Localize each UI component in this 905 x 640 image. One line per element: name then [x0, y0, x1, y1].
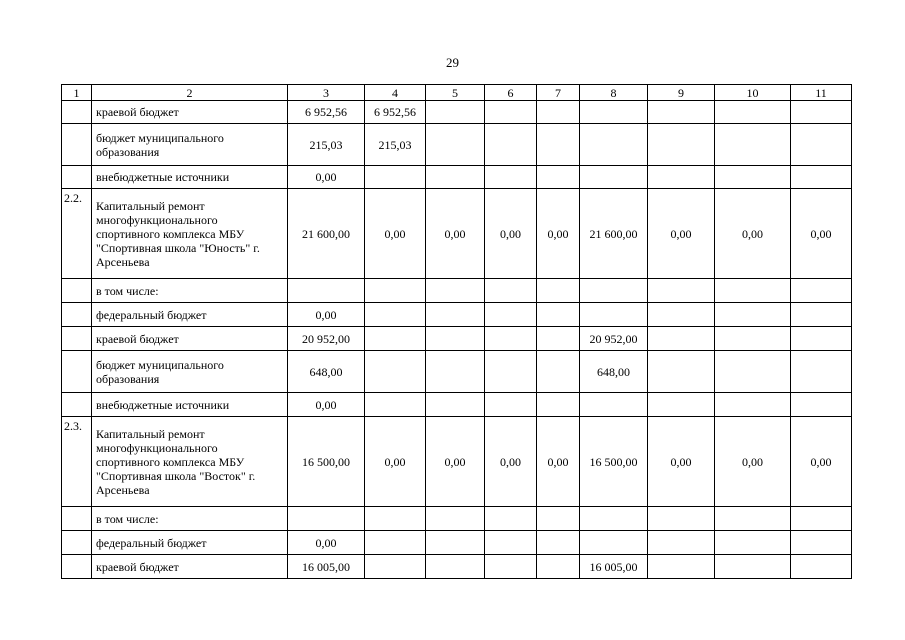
- row-label-cell: внебюджетные источники: [92, 393, 288, 417]
- row-number-cell: 2.3.: [62, 417, 92, 507]
- value-cell: [288, 279, 365, 303]
- value-cell: 0,00: [288, 393, 365, 417]
- value-cell: [715, 166, 791, 189]
- table-row: [62, 531, 852, 555]
- value-cell: 0,00: [288, 531, 365, 555]
- row-label-cell: в том числе:: [92, 279, 288, 303]
- value-cell: [791, 327, 852, 351]
- value-cell: [715, 531, 791, 555]
- row-label-cell: краевой бюджет: [92, 327, 288, 351]
- value-cell: [648, 531, 715, 555]
- value-cell: [485, 303, 537, 327]
- value-cell: 0,00: [791, 417, 852, 507]
- value-cell: 648,00: [580, 351, 648, 393]
- value-cell: [791, 124, 852, 166]
- row-number-cell: [62, 327, 92, 351]
- value-cell: [485, 124, 537, 166]
- row-number-cell: [62, 531, 92, 555]
- value-cell: [580, 507, 648, 531]
- value-cell: [426, 303, 485, 327]
- value-cell: [791, 531, 852, 555]
- value-cell: [485, 351, 537, 393]
- value-cell: 16 005,00: [580, 555, 648, 579]
- value-cell: [648, 555, 715, 579]
- table-row: [62, 101, 852, 124]
- value-cell: [791, 351, 852, 393]
- row-number-cell: [62, 303, 92, 327]
- value-cell: 215,03: [365, 124, 426, 166]
- value-cell: [648, 393, 715, 417]
- column-number-cell: 8: [580, 85, 648, 101]
- row-number-cell: [62, 507, 92, 531]
- value-cell: 6 952,56: [365, 101, 426, 124]
- table-row: [62, 417, 852, 507]
- value-cell: [365, 531, 426, 555]
- value-cell: 16 500,00: [288, 417, 365, 507]
- value-cell: [648, 303, 715, 327]
- value-cell: [648, 279, 715, 303]
- table-row: [62, 166, 852, 189]
- value-cell: [485, 101, 537, 124]
- value-cell: 215,03: [288, 124, 365, 166]
- value-cell: [365, 303, 426, 327]
- value-cell: [426, 393, 485, 417]
- value-cell: [365, 393, 426, 417]
- column-number-cell: 4: [365, 85, 426, 101]
- value-cell: [580, 279, 648, 303]
- column-number-cell: 1: [62, 85, 92, 101]
- value-cell: [426, 531, 485, 555]
- value-cell: [791, 279, 852, 303]
- value-cell: [485, 507, 537, 531]
- row-label-cell: Капитальный ремонт многофункционального спортивного комплекса МБУ "Спортивная школа "Юность" г. Арсеньева: [92, 189, 288, 279]
- value-cell: [537, 279, 580, 303]
- column-number-cell: 9: [648, 85, 715, 101]
- row-label-cell: бюджет муниципального образования: [92, 124, 288, 166]
- value-cell: 16 500,00: [580, 417, 648, 507]
- column-number-cell: 11: [791, 85, 852, 101]
- value-cell: [715, 393, 791, 417]
- row-label-cell: в том числе:: [92, 507, 288, 531]
- row-number-cell: [62, 166, 92, 189]
- value-cell: [648, 101, 715, 124]
- value-cell: [365, 507, 426, 531]
- value-cell: [537, 327, 580, 351]
- value-cell: [715, 327, 791, 351]
- row-label-cell: Капитальный ремонт многофункционального спортивного комплекса МБУ "Спортивная школа "Восток" г. Арсеньева: [92, 417, 288, 507]
- row-number-cell: [62, 124, 92, 166]
- column-number-row: [62, 85, 852, 101]
- value-cell: 0,00: [485, 189, 537, 279]
- value-cell: 0,00: [537, 417, 580, 507]
- value-cell: 16 005,00: [288, 555, 365, 579]
- value-cell: [485, 327, 537, 351]
- value-cell: [580, 303, 648, 327]
- value-cell: [648, 124, 715, 166]
- value-cell: 21 600,00: [580, 189, 648, 279]
- value-cell: [426, 327, 485, 351]
- row-label-cell: краевой бюджет: [92, 101, 288, 124]
- value-cell: 0,00: [791, 189, 852, 279]
- value-cell: [485, 393, 537, 417]
- row-label-cell: внебюджетные источники: [92, 166, 288, 189]
- value-cell: [791, 303, 852, 327]
- value-cell: [791, 166, 852, 189]
- value-cell: 0,00: [288, 303, 365, 327]
- value-cell: [365, 351, 426, 393]
- column-number-cell: 7: [537, 85, 580, 101]
- table-row: [62, 351, 852, 393]
- value-cell: [715, 351, 791, 393]
- value-cell: [485, 166, 537, 189]
- value-cell: 0,00: [365, 189, 426, 279]
- row-number-cell: [62, 351, 92, 393]
- value-cell: [365, 327, 426, 351]
- value-cell: [715, 303, 791, 327]
- value-cell: [791, 101, 852, 124]
- column-number-cell: 2: [92, 85, 288, 101]
- value-cell: 0,00: [365, 417, 426, 507]
- row-label-cell: федеральный бюджет: [92, 531, 288, 555]
- value-cell: [365, 279, 426, 303]
- row-label-cell: бюджет муниципального образования: [92, 351, 288, 393]
- value-cell: 0,00: [715, 417, 791, 507]
- value-cell: [537, 351, 580, 393]
- value-cell: [426, 279, 485, 303]
- value-cell: 20 952,00: [288, 327, 365, 351]
- value-cell: [537, 101, 580, 124]
- value-cell: [715, 279, 791, 303]
- value-cell: [537, 507, 580, 531]
- value-cell: [648, 327, 715, 351]
- value-cell: [580, 531, 648, 555]
- value-cell: 6 952,56: [288, 101, 365, 124]
- value-cell: [715, 507, 791, 531]
- value-cell: 0,00: [537, 189, 580, 279]
- value-cell: 20 952,00: [580, 327, 648, 351]
- value-cell: [580, 166, 648, 189]
- value-cell: [365, 166, 426, 189]
- value-cell: [715, 101, 791, 124]
- table-row: [62, 189, 852, 279]
- column-number-cell: 3: [288, 85, 365, 101]
- row-number-cell: [62, 279, 92, 303]
- value-cell: [537, 124, 580, 166]
- value-cell: [648, 351, 715, 393]
- value-cell: [426, 124, 485, 166]
- value-cell: [537, 303, 580, 327]
- value-cell: [485, 555, 537, 579]
- table-row: [62, 279, 852, 303]
- value-cell: 0,00: [426, 189, 485, 279]
- table-row: [62, 327, 852, 351]
- value-cell: [648, 507, 715, 531]
- row-label-cell: федеральный бюджет: [92, 303, 288, 327]
- value-cell: [580, 101, 648, 124]
- table-row: [62, 124, 852, 166]
- value-cell: [715, 124, 791, 166]
- row-number-cell: [62, 393, 92, 417]
- row-number-cell: [62, 555, 92, 579]
- value-cell: [426, 166, 485, 189]
- table-row: [62, 507, 852, 531]
- table-row: [62, 393, 852, 417]
- table-row: [62, 555, 852, 579]
- value-cell: [537, 555, 580, 579]
- value-cell: [537, 393, 580, 417]
- value-cell: [537, 531, 580, 555]
- value-cell: [426, 351, 485, 393]
- value-cell: [580, 393, 648, 417]
- budget-table: [61, 84, 852, 579]
- value-cell: 0,00: [648, 417, 715, 507]
- value-cell: 648,00: [288, 351, 365, 393]
- value-cell: [426, 507, 485, 531]
- value-cell: 0,00: [485, 417, 537, 507]
- value-cell: 0,00: [426, 417, 485, 507]
- value-cell: [580, 124, 648, 166]
- value-cell: [426, 101, 485, 124]
- value-cell: 0,00: [715, 189, 791, 279]
- value-cell: [288, 507, 365, 531]
- value-cell: [648, 166, 715, 189]
- row-number-cell: 2.2.: [62, 189, 92, 279]
- value-cell: [365, 555, 426, 579]
- page-number: 29: [446, 55, 459, 70]
- value-cell: [485, 279, 537, 303]
- table-row: [62, 303, 852, 327]
- column-number-cell: 10: [715, 85, 791, 101]
- row-label-cell: краевой бюджет: [92, 555, 288, 579]
- value-cell: [791, 555, 852, 579]
- value-cell: [791, 507, 852, 531]
- value-cell: [426, 555, 485, 579]
- column-number-cell: 5: [426, 85, 485, 101]
- column-number-cell: 6: [485, 85, 537, 101]
- value-cell: [791, 393, 852, 417]
- row-number-cell: [62, 101, 92, 124]
- value-cell: [485, 531, 537, 555]
- value-cell: 0,00: [648, 189, 715, 279]
- value-cell: 0,00: [288, 166, 365, 189]
- value-cell: [537, 166, 580, 189]
- value-cell: 21 600,00: [288, 189, 365, 279]
- value-cell: [715, 555, 791, 579]
